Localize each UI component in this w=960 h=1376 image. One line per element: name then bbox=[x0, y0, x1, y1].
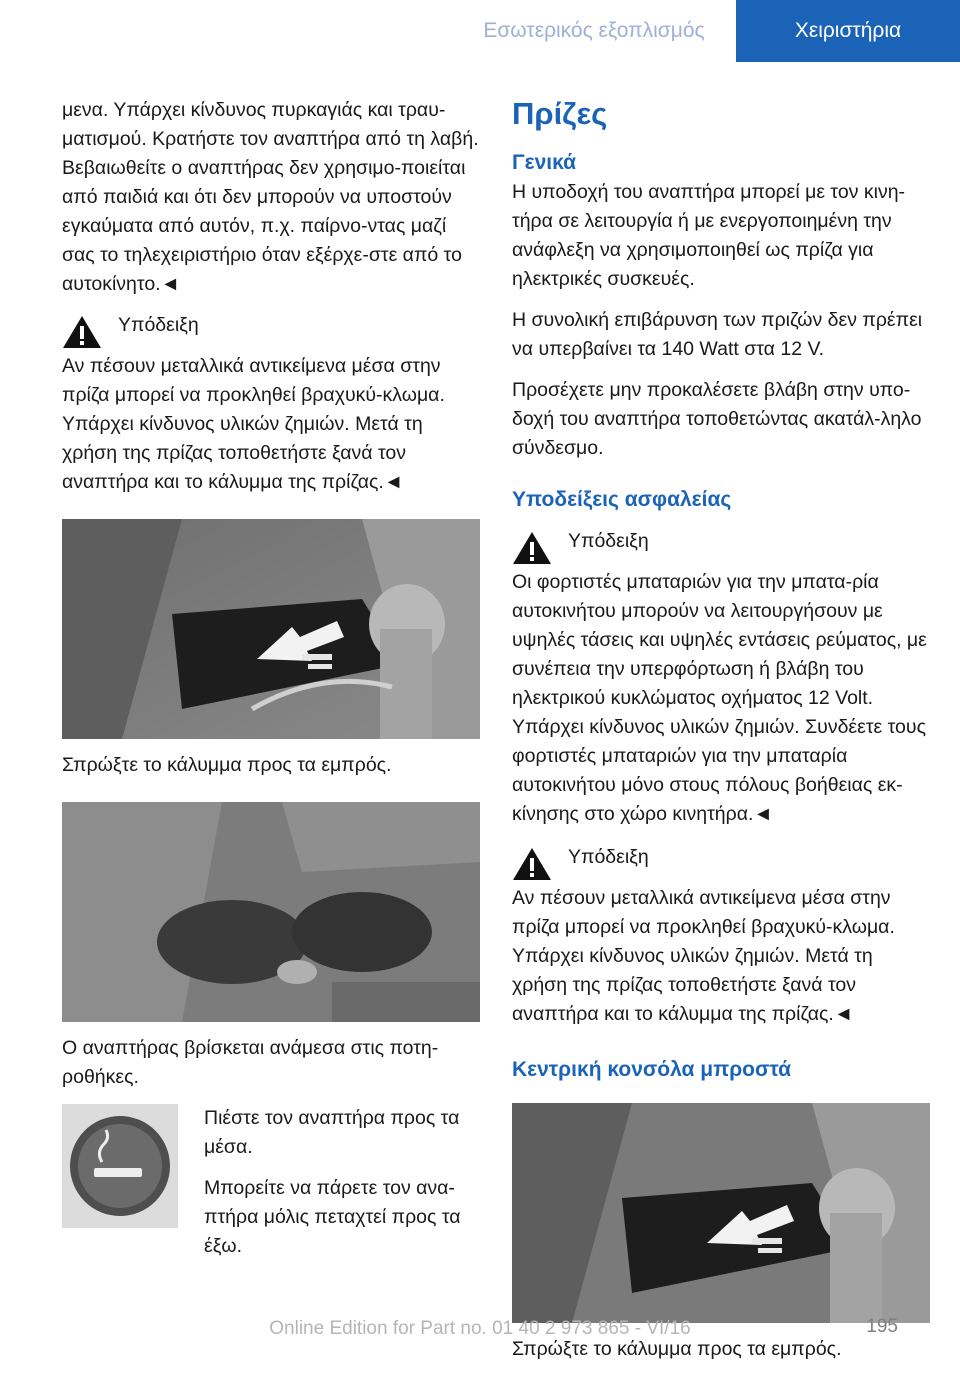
safety-heading: Υποδείξεις ασφαλείας bbox=[512, 488, 732, 511]
left-column bbox=[62, 96, 480, 1257]
lighter-instructions bbox=[204, 1104, 480, 1273]
cigarette-lighter-image bbox=[62, 1104, 178, 1228]
front-console-heading: Κεντρική κονσόλα μπροστά bbox=[512, 1058, 792, 1081]
general-paragraph-1: Η υποδοχή του αναπτήρα μπορεί με τον κινη‐τήρα σε λειτουργία ή με ενεργοποιημένη την ανάφλεξη να χρησιμοποιηθεί ως πρίζα για ηλεκτρικές συσκευές. bbox=[512, 181, 906, 290]
header-section: Εσωτερικός εξοπλισμός bbox=[483, 19, 705, 42]
console-cover-photo bbox=[62, 519, 480, 739]
warning-triangle-icon bbox=[512, 531, 552, 565]
intro-paragraph: μενα. Υπάρχει κίνδυνος πυρκαγιάς και τραυ‐ματισμού. Κρατήστε τον αναπτήρα από τη λαβή. Βεβαιωθείτε ο αναπτήρας δεν χρησιμο‐ποιείται από παιδιά και ότι δεν μπορούν να υποστούν εγκαύματα από αυτόν, π.χ. παίρνο‐ντας μαζί σας το τηλεχειριστήριο όταν εξέρχε‐στε από το αυτοκίνητο.◄ bbox=[62, 99, 479, 295]
page-number: 195 bbox=[866, 1316, 898, 1337]
warning-note bbox=[512, 843, 930, 1029]
lighter-step-1: Πιέστε τον αναπτήρα προς τα μέσα. bbox=[204, 1107, 460, 1158]
warning-triangle-icon bbox=[62, 315, 102, 349]
front-console-photo bbox=[512, 1103, 930, 1323]
caption-cover: Σπρώξτε το κάλυμμα προς τα εμπρός. bbox=[62, 754, 392, 776]
right-column bbox=[512, 96, 930, 1376]
cupholder-photo bbox=[62, 802, 480, 1022]
general-paragraph-2: Η συνολική επιβάρυνση των πριζών δεν πρέπει να υπερβαίνει τα 140 Watt στα 12 V. bbox=[512, 309, 923, 360]
header-chapter: Χειριστήρια bbox=[736, 0, 960, 62]
warning-text: Αν πέσουν μεταλλικά αντικείμενα μέσα στην πρίζα μπορεί να προκληθεί βραχυκύ‐κλωμα. Υπάρχει κίνδυνος υλικών ζημιών. Μετά τη χρήση της πρίζας τοποθετήστε ξανά τον αναπτήρα και το κάλυμμα της πρίζας.◄ bbox=[512, 887, 895, 1025]
warning-title: Υπόδειξη bbox=[568, 846, 649, 868]
lighter-step-2: Μπορείτε να πάρετε τον ανα‐πτήρα μόλις πεταχτεί προς τα έξω. bbox=[204, 1177, 461, 1257]
caption-front-cover: Σπρώξτε το κάλυμμα προς τα εμπρός. bbox=[512, 1338, 842, 1360]
general-paragraph-3: Προσέχετε μην προκαλέσετε βλάβη στην υπο‐δοχή του αναπτήρα τοποθετώντας ακατάλ‐ληλο σύνδεσμο. bbox=[512, 379, 922, 459]
footer-edition: Online Edition for Part no. 01 40 2 973 865 - VI/16 bbox=[269, 1318, 691, 1339]
section-title: Πρίζες bbox=[512, 96, 608, 131]
warning-triangle-icon bbox=[512, 847, 552, 881]
general-heading: Γενικά bbox=[512, 151, 577, 174]
lighter-section bbox=[62, 1104, 480, 1257]
warning-text: Οι φορτιστές μπαταριών για την μπατα‐ρία αυτοκινήτου μπορούν να λειτουργήσουν με υψηλές τάσεις και υψηλές εντάσεις ρεύματος, με συνέπεια την υπερφόρτωση ή βλάβη του ηλεκτρικού κυκλώματος οχήματος 12 Volt. Υπάρχει κίνδυνος υλικών ζημιών. Συνδέετε τους φορτιστές μπαταριών για την μπαταρία αυτοκινήτου μόνο στους πόλους βοήθειας εκ‐κίνησης στο χώρο κινητήρα.◄ bbox=[512, 571, 927, 825]
warning-title: Υπόδειξη bbox=[568, 530, 649, 552]
caption-lighter-location: Ο αναπτήρας βρίσκεται ανάμεσα στις ποτη‐ροθήκες. bbox=[62, 1037, 439, 1088]
warning-title: Υπόδειξη bbox=[118, 314, 199, 336]
warning-note bbox=[512, 527, 930, 829]
warning-text: Αν πέσουν μεταλλικά αντικείμενα μέσα στην πρίζα μπορεί να προκληθεί βραχυκύ‐κλωμα. Υπάρχει κίνδυνος υλικών ζημιών. Μετά τη χρήση της πρίζας τοποθετήστε ξανά τον αναπτήρα και το κάλυμμα της πρίζας.◄ bbox=[62, 355, 445, 493]
warning-note bbox=[62, 311, 480, 497]
